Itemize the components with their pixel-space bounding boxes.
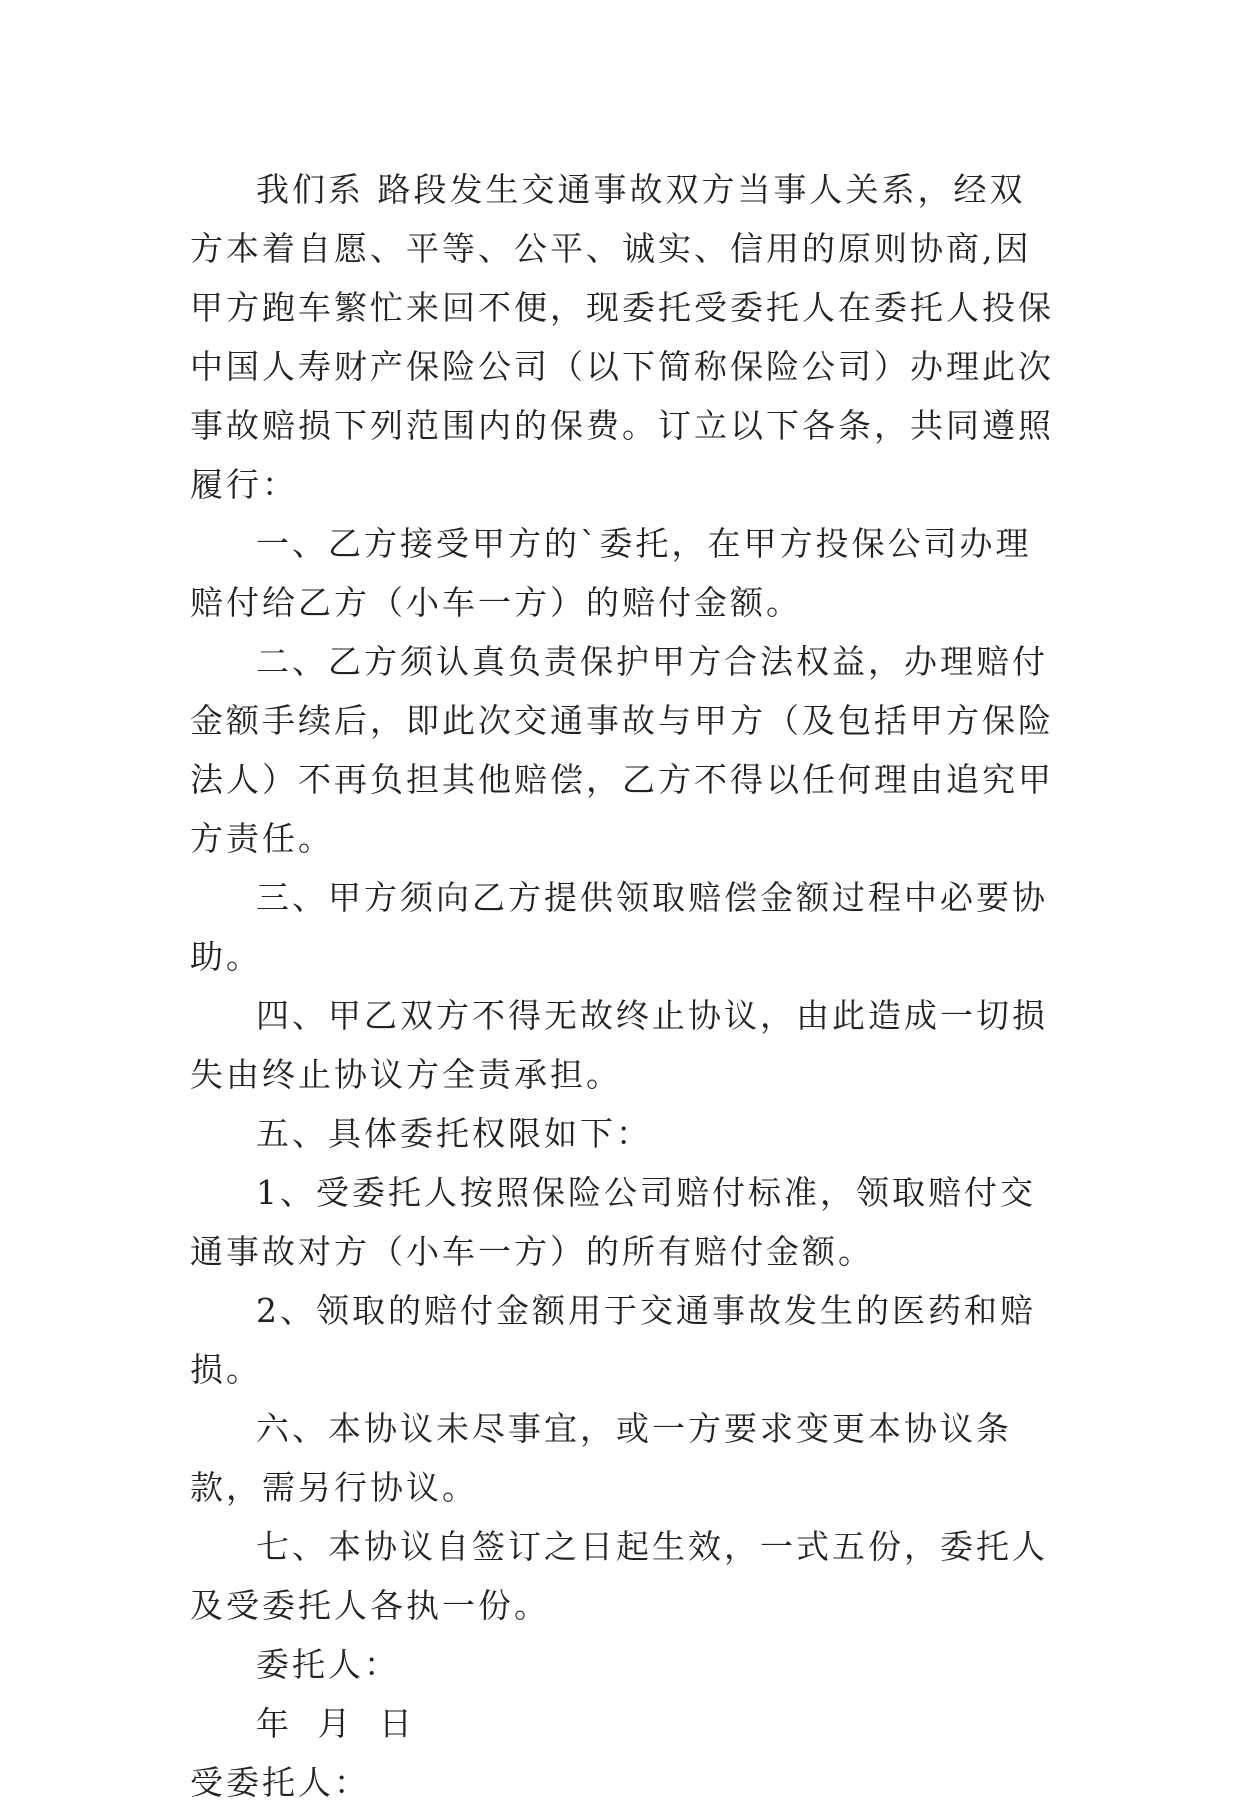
paragraph-clause-4: 四、甲乙双方不得无故终止协议，由此造成一切损失由终止协议方全责承担。	[190, 996, 1048, 1094]
paragraph-clause-3: 三、甲方须向乙方提供领取赔偿金额过程中必要协助。	[190, 878, 1048, 976]
paragraph-clause-5-item-2: 2、领取的赔付金额用于交通事故发生的医药和赔损。	[190, 1291, 1036, 1389]
paragraph-clause-2: 二、乙方须认真负责保护甲方合法权益，办理赔付金额手续后，即此次交通事故与甲方（及包括甲方保险法人）不再负担其他赔偿，乙方不得以任何理由追究甲方责任。	[190, 642, 1054, 858]
paragraph-clause-7: 七、本协议自签订之日起生效，一式五份，委托人及受委托人各执一份。	[190, 1527, 1048, 1625]
paragraph-preamble: 我们系 路段发生交通事故双方当事人关系，经双方本着自愿、平等、公平、诚实、信用的原则协商,因甲方跑车繁忙来回不便，现委托受委托人在委托人投保中国人寿财产保险公司（以下简称保险公司）办理此次事故赔损下列范围内的保费。订立以下各条，共同遵照履行：	[190, 170, 1054, 504]
agreement-body	[190, 160, 1060, 1812]
principal-signature-label: 委托人：	[256, 1645, 400, 1684]
paragraph-clause-6: 六、本协议未尽事宜，或一方要求变更本协议条款，需另行协议。	[190, 1409, 1012, 1507]
paragraph-clause-5-item-1: 1、受委托人按照保险公司赔付标准，领取赔付交通事故对方（小车一方）的所有赔付金额。	[190, 1173, 1036, 1271]
paragraph-clause-1: 一、乙方接受甲方的`委托，在甲方投保公司办理赔付给乙方（小车一方）的赔付金额。	[190, 524, 1032, 622]
agent-signature-label: 受委托人：	[190, 1763, 370, 1802]
signature-date-line: 年 月 日	[256, 1704, 415, 1743]
paragraph-clause-5: 五、具体委托权限如下：	[256, 1114, 652, 1153]
